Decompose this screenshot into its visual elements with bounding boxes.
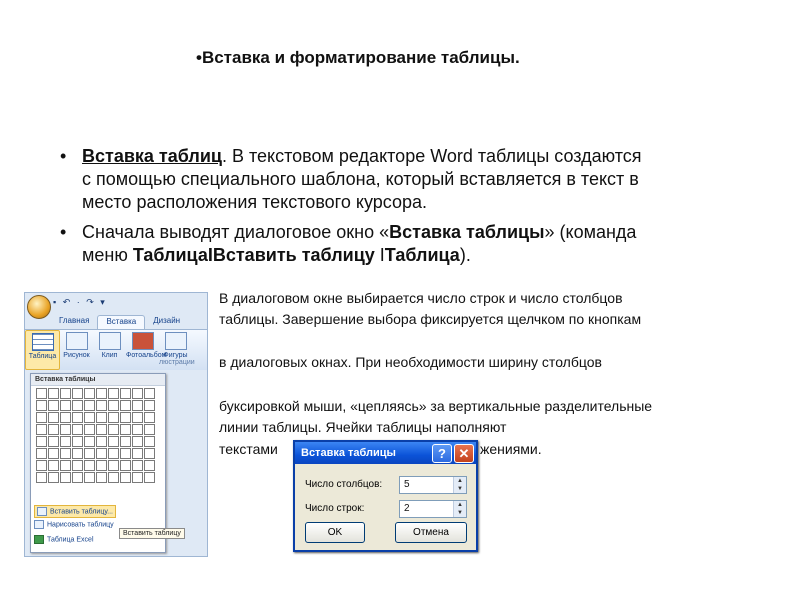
office-button-icon[interactable] [27, 295, 51, 319]
table-grid-cell[interactable] [36, 460, 47, 471]
help-icon[interactable]: ? [432, 444, 452, 463]
table-grid-cell[interactable] [132, 424, 143, 435]
picture-button[interactable]: Рисунок [60, 330, 93, 370]
table-grid-cell[interactable] [108, 424, 119, 435]
table-grid-cell[interactable] [48, 412, 59, 423]
table-grid-cell[interactable] [48, 460, 59, 471]
table-grid-cell[interactable] [36, 412, 47, 423]
insert-table-dropdown [30, 373, 166, 553]
table-grid-cell[interactable] [36, 472, 47, 483]
bullet2-part3: меню [82, 245, 133, 265]
table-grid-cell[interactable] [48, 400, 59, 411]
table-grid-cell[interactable] [48, 448, 59, 459]
table-grid-cell[interactable] [60, 412, 71, 423]
spinner-arrows-icon[interactable]: ▲ ▼ [453, 477, 466, 493]
dropdown-title: Вставка таблицы [31, 374, 165, 386]
dialog-title: Вставка таблицы [301, 447, 396, 459]
table-grid-cell[interactable] [60, 400, 71, 411]
table-size-grid[interactable] [36, 388, 155, 483]
tab-home[interactable]: Главная [59, 316, 90, 325]
table-grid-cell[interactable] [36, 400, 47, 411]
side-text-line6b: жениями. [480, 441, 542, 457]
bullet2-bold1: Вставка таблицы [389, 222, 545, 242]
table-grid-cell[interactable] [120, 388, 131, 399]
table-grid-cell[interactable] [84, 424, 95, 435]
table-grid-cell[interactable] [84, 448, 95, 459]
side-text-line2: таблицы. Завершение выбора фиксируется щелчком по кнопкам [219, 311, 642, 327]
table-grid-cell[interactable] [48, 472, 59, 483]
table-grid-cell[interactable] [120, 424, 131, 435]
photo-album-icon [132, 332, 154, 350]
table-grid-cell[interactable] [120, 472, 131, 483]
bullet-dot: • [60, 146, 67, 166]
table-grid-cell[interactable] [84, 436, 95, 447]
bullet-list [58, 145, 778, 274]
table-grid-cell[interactable] [132, 448, 143, 459]
table-grid-cell[interactable] [84, 388, 95, 399]
bullet1-lead: Вставка таблиц [82, 146, 222, 166]
shapes-button[interactable]: Фигуры [159, 330, 192, 370]
ok-button[interactable]: OK [305, 522, 365, 543]
table-grid-cell[interactable] [60, 436, 71, 447]
bullet-insert-tables [58, 145, 778, 214]
ribbon-tabs [51, 315, 207, 329]
table-grid-cell[interactable] [108, 436, 119, 447]
table-grid-cell[interactable] [120, 448, 131, 459]
rows-label: Число строк: [305, 503, 365, 514]
table-grid-cell[interactable] [72, 460, 83, 471]
table-grid-cell[interactable] [72, 472, 83, 483]
bullet2-part1: Сначала выводят диалоговое окно « [82, 222, 390, 242]
word-ribbon-screenshot [24, 292, 208, 557]
draw-table-icon [34, 520, 44, 529]
columns-value[interactable]: 5 [404, 479, 410, 490]
rows-spinner[interactable] [399, 500, 467, 518]
table-grid-cell[interactable] [60, 424, 71, 435]
bullet2-part4: I [374, 245, 385, 265]
table-grid-cell[interactable] [96, 424, 107, 435]
rows-value[interactable]: 2 [404, 503, 410, 514]
bullet1-text2: с помощью специального шаблона, который вставляется в текст в [82, 169, 639, 189]
table-grid-cell[interactable] [72, 400, 83, 411]
table-grid-cell[interactable] [108, 388, 119, 399]
clipart-icon [99, 332, 121, 350]
table-grid-cell[interactable] [48, 424, 59, 435]
table-grid-cell[interactable] [132, 400, 143, 411]
table-grid-cell[interactable] [144, 472, 155, 483]
table-grid-cell[interactable] [60, 388, 71, 399]
table-grid-cell[interactable] [48, 436, 59, 447]
table-grid-cell[interactable] [36, 424, 47, 435]
table-button[interactable]: Таблица [25, 330, 60, 370]
side-text-line5: линии таблицы. Ячейки таблицы наполняют [219, 419, 507, 435]
picture-icon [66, 332, 88, 350]
dialog-titlebar[interactable] [295, 442, 476, 464]
side-text-line1: В диалоговом окне выбирается число строк и число столбцов [219, 290, 623, 306]
table-grid-cell[interactable] [96, 472, 107, 483]
tab-design[interactable]: Дизайн [153, 316, 181, 325]
table-grid-cell[interactable] [132, 472, 143, 483]
table-grid-cell[interactable] [144, 448, 155, 459]
menu-excel-table[interactable]: Таблица Excel [34, 535, 94, 544]
slide-title: •Вставка и форматирование таблицы. [196, 48, 520, 67]
table-grid-cell[interactable] [96, 412, 107, 423]
bullet-dot: • [60, 222, 67, 242]
table-grid-cell[interactable] [60, 460, 71, 471]
cancel-button[interactable]: Отмена [395, 522, 467, 543]
bullet2-part5: ). [459, 245, 471, 265]
table-grid-cell[interactable] [144, 388, 155, 399]
table-grid-cell[interactable] [72, 448, 83, 459]
table-grid-cell[interactable] [96, 448, 107, 459]
quick-access-toolbar[interactable]: ▪ ↶ · ↷ ▾ [53, 297, 107, 307]
table-grid-cell[interactable] [132, 436, 143, 447]
bullet2-part2: » (команда [544, 222, 637, 242]
table-grid-cell[interactable] [36, 388, 47, 399]
bullet2-bold2: ТаблицаIВставить таблицу [132, 245, 375, 265]
table-grid-cell[interactable] [120, 460, 131, 471]
table-grid-cell[interactable] [144, 460, 155, 471]
table-grid-cell[interactable] [120, 436, 131, 447]
table-grid-cell[interactable] [120, 412, 131, 423]
bullet-dialog-first [58, 221, 778, 267]
table-grid-cell[interactable] [144, 400, 155, 411]
insert-table-icon [37, 507, 47, 516]
close-icon[interactable]: ✕ [454, 444, 474, 463]
menu-draw-table[interactable]: Нарисовать таблицу [34, 520, 114, 529]
table-grid-cell[interactable] [60, 448, 71, 459]
photo-album-button[interactable]: Фотоальбом [126, 330, 159, 370]
table-grid-cell[interactable] [108, 460, 119, 471]
tab-insert[interactable]: Вставка [97, 315, 145, 329]
table-grid-cell[interactable] [96, 400, 107, 411]
table-grid-cell[interactable] [108, 400, 119, 411]
menu-insert-table[interactable]: Вставить таблицу... [34, 505, 116, 518]
table-grid-cell[interactable] [108, 448, 119, 459]
table-grid-cell[interactable] [72, 388, 83, 399]
side-text-line4: буксировкой мыши, «цепляясь» за вертикальные разделительные [219, 398, 653, 414]
table-grid-cell[interactable] [36, 436, 47, 447]
table-grid-cell[interactable] [72, 436, 83, 447]
table-grid-cell[interactable] [132, 412, 143, 423]
side-text-line3: в диалоговых окнах. При необходимости ширину столбцов [219, 354, 602, 370]
shapes-icon [165, 332, 187, 350]
columns-spinner[interactable] [399, 476, 467, 494]
insert-table-dialog [293, 440, 478, 552]
insert-table-tooltip: Вставить таблицу [119, 528, 185, 539]
side-text-line6a: текстами [219, 441, 278, 457]
table-grid-cell[interactable] [36, 448, 47, 459]
table-grid-cell[interactable] [84, 460, 95, 471]
table-grid-cell[interactable] [84, 472, 95, 483]
bullet1-text3: место расположения текстового курсора. [82, 192, 427, 212]
table-grid-cell[interactable] [120, 400, 131, 411]
table-grid-cell[interactable] [108, 412, 119, 423]
table-grid-cell[interactable] [144, 412, 155, 423]
table-grid-cell[interactable] [144, 424, 155, 435]
table-grid-cell[interactable] [132, 460, 143, 471]
bullet2-bold3: Таблица [384, 245, 460, 265]
bullet1-text1: . В текстовом редакторе Word таблицы создаются [221, 146, 642, 166]
table-grid-cell[interactable] [96, 460, 107, 471]
excel-table-icon [34, 535, 44, 544]
table-grid-cell[interactable] [48, 388, 59, 399]
clipart-button[interactable]: Клип [93, 330, 126, 370]
table-icon [32, 333, 54, 351]
table-grid-cell[interactable] [84, 412, 95, 423]
table-grid-cell[interactable] [72, 424, 83, 435]
table-grid-cell[interactable] [132, 388, 143, 399]
table-grid-cell[interactable] [96, 388, 107, 399]
columns-label: Число столбцов: [305, 479, 383, 490]
table-grid-cell[interactable] [84, 400, 95, 411]
table-grid-cell[interactable] [60, 472, 71, 483]
group-label-illustrations: люстрации [159, 359, 195, 366]
table-grid-cell[interactable] [108, 472, 119, 483]
table-grid-cell[interactable] [144, 436, 155, 447]
table-grid-cell[interactable] [96, 436, 107, 447]
table-grid-cell[interactable] [72, 412, 83, 423]
spinner-arrows-icon[interactable]: ▲ ▼ [453, 501, 466, 517]
